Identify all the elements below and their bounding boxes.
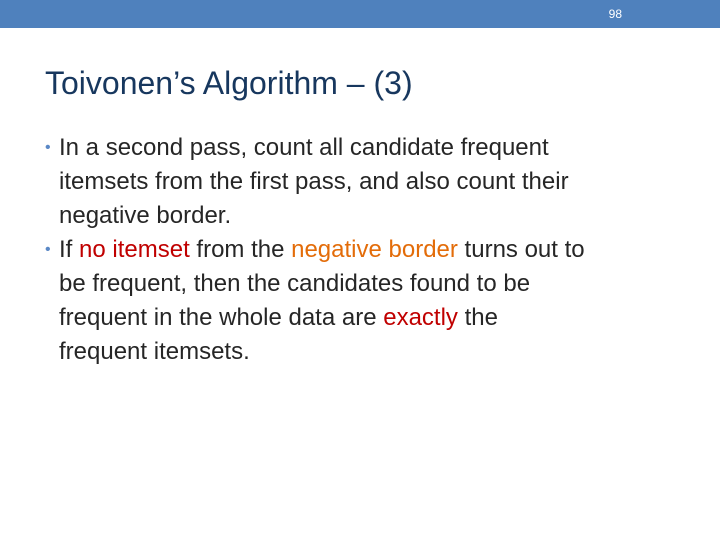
bullet-2-line-2: be frequent, then the candidates found to be [59,270,531,297]
text-segment: turns out to [457,236,585,263]
bullet-2-line-3 [59,301,685,335]
bullet-item-2 [45,233,685,369]
text-segment: from the [189,236,292,263]
bullet-2-line-1 [59,233,685,267]
text-segment: the [457,304,498,331]
bullet-marker: • [45,241,51,258]
bullet-1-line-2: itemsets from the first pass, and also count their [59,168,569,195]
text-segment: If [59,236,80,263]
bullet-2-line-4: frequent itemsets. [59,338,250,365]
text-segment: frequent in the whole data are [59,304,384,331]
bullet-marker: • [45,139,51,156]
emphasis-exactly: exactly [383,304,458,331]
bullet-1-line-3: negative border. [59,202,232,229]
emphasis-negative-border: negative border [291,236,458,263]
bullet-1-line-1: In a second pass, count all candidate frequent [59,134,549,161]
bullet-list [45,131,685,369]
slide-number: 98 [608,7,622,21]
bullet-item-1 [45,131,685,233]
header-bar [0,0,720,28]
emphasis-no-itemset: no itemset [79,236,190,263]
slide-title: Toivonen’s Algorithm – (3) [45,65,413,101]
